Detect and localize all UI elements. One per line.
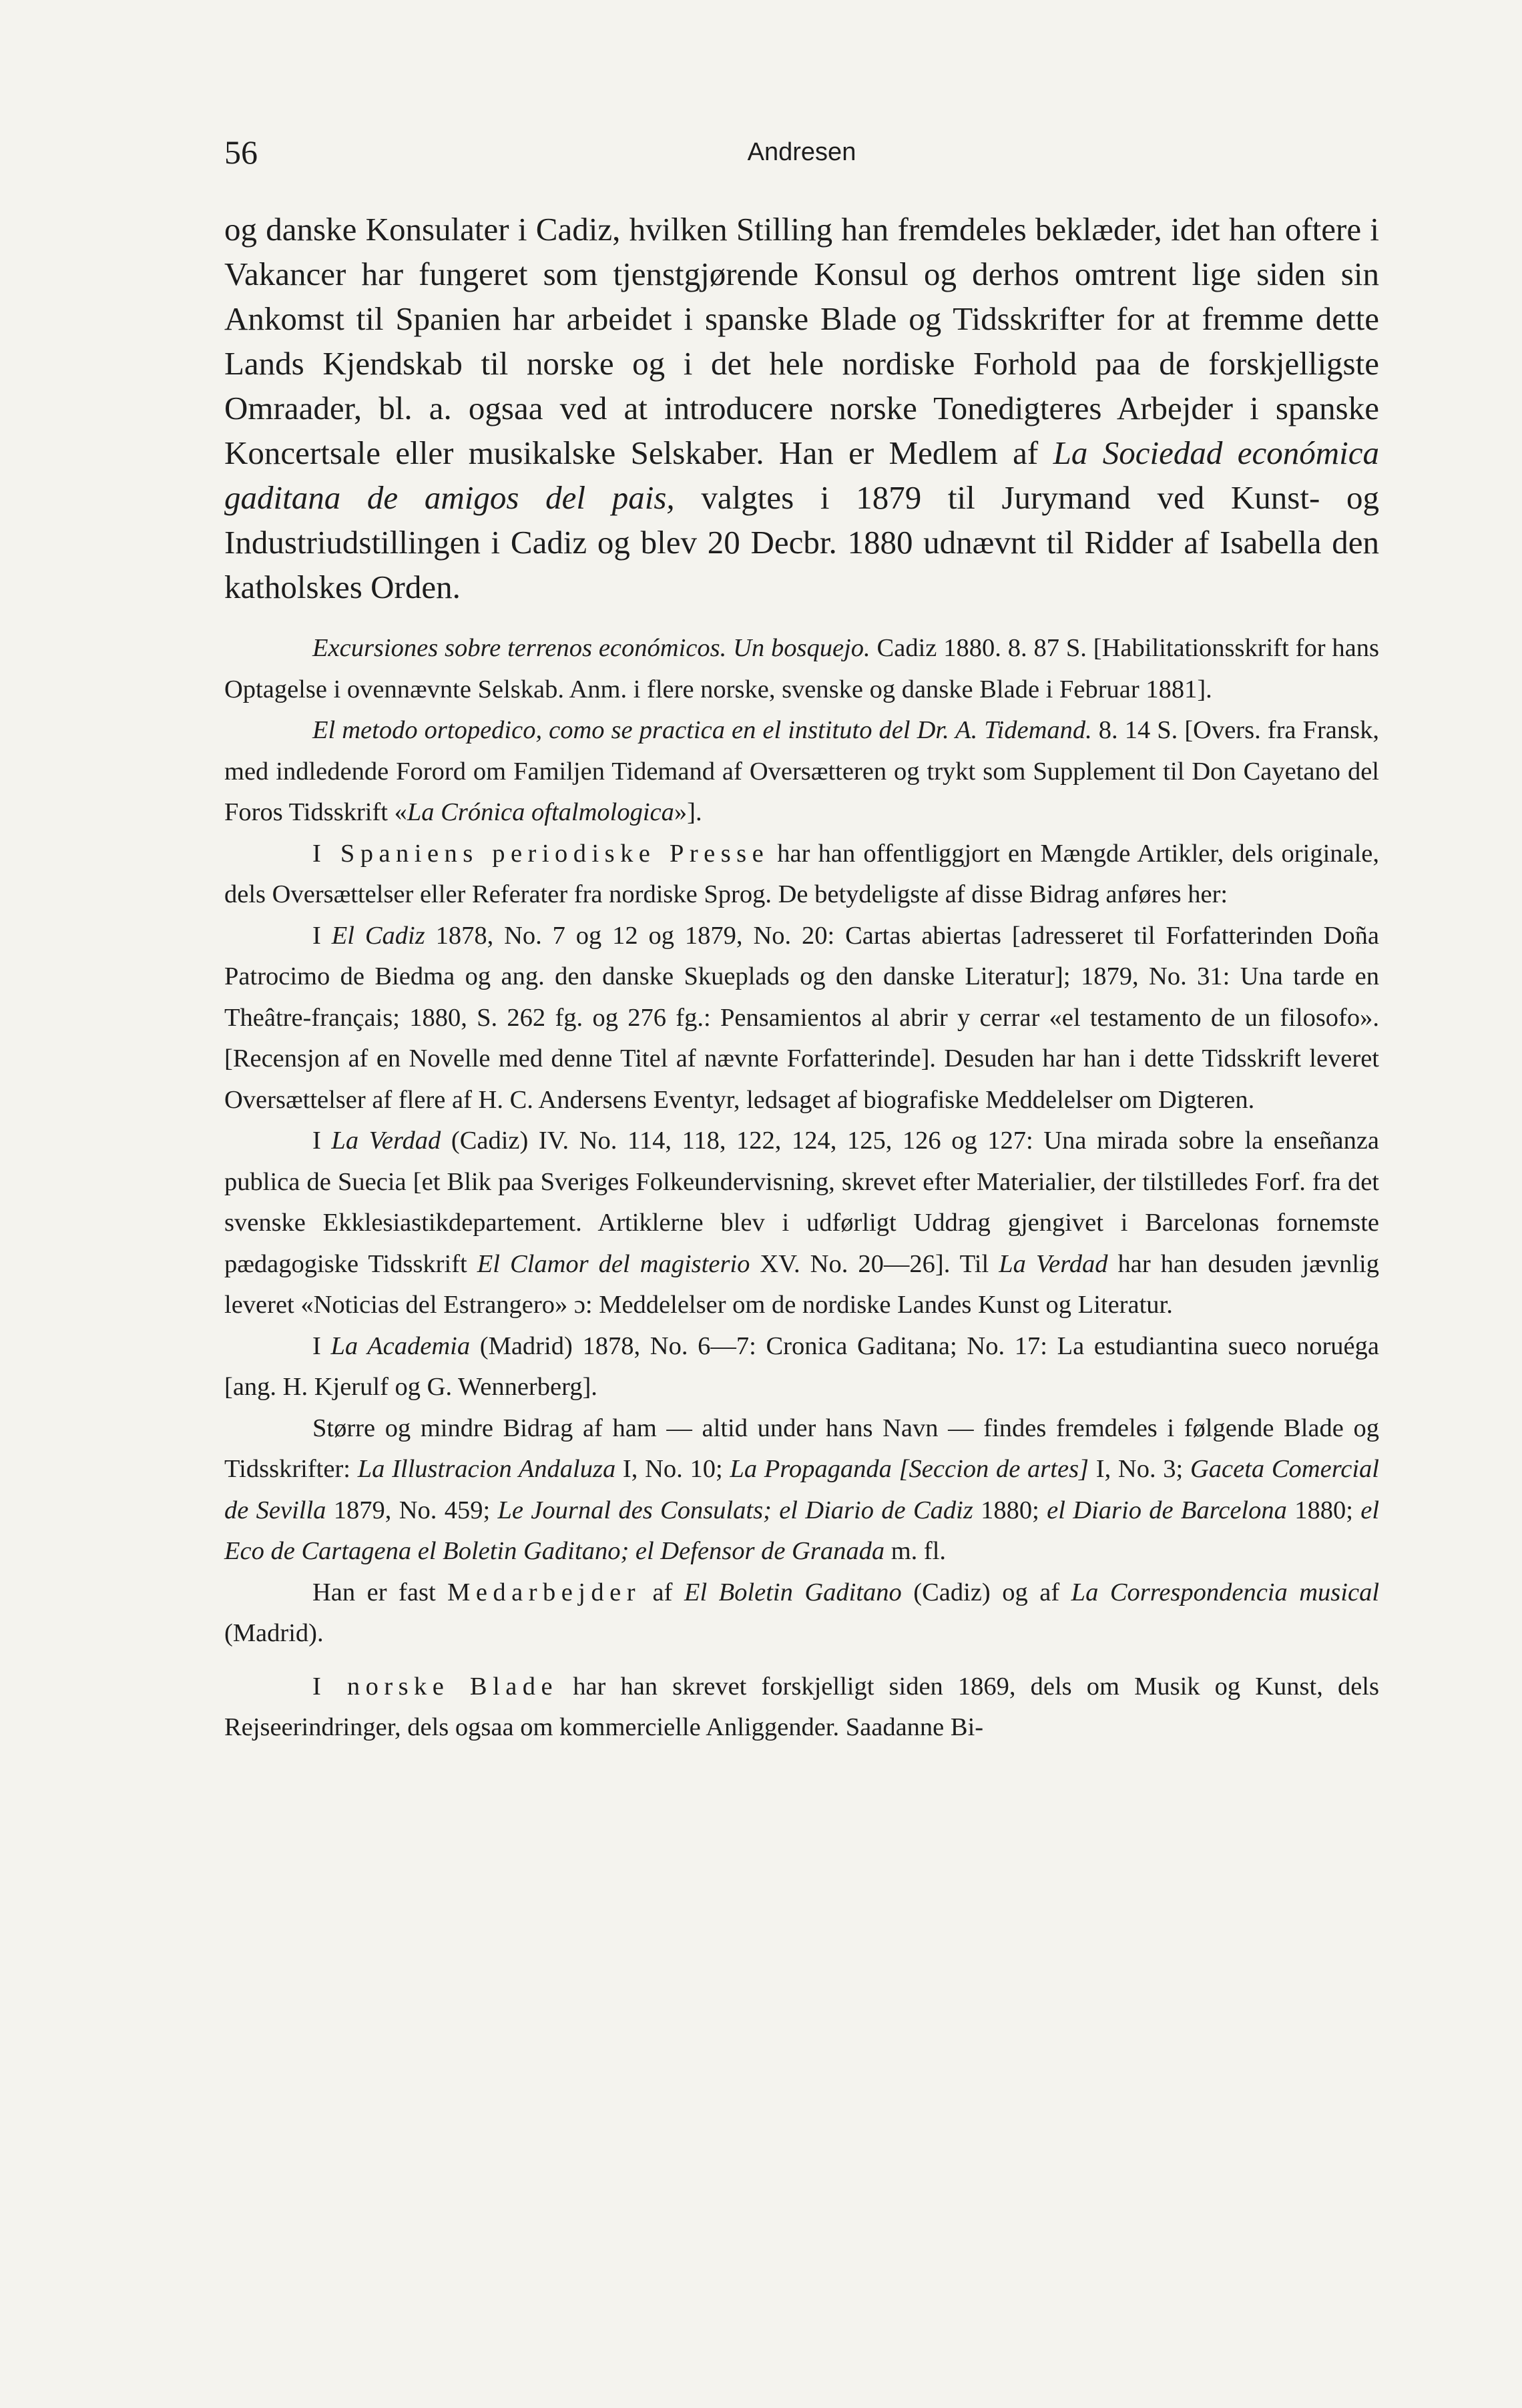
spaced-phrase: Medarbejder <box>447 1578 641 1606</box>
journal-title: El Clamor del magisterio <box>477 1249 750 1278</box>
norwegian-papers-paragraph <box>224 1667 1379 1749</box>
other-contributions <box>224 1408 1379 1572</box>
society-name: La Sociedad económica gaditana de amigos del pais, <box>224 434 1380 516</box>
text-run: har han desuden jævnlig leveret «Noticias del Estrangero» ɔ: Meddelelser om de nordiske Landes Kunst og Literatur. <box>224 1249 1380 1319</box>
text-run: (Cadiz) IV. No. 114, 118, 122, 124, 125, 126 og 127: Una mirada sobre la enseñanza publica de Suecia [et Blik paa Sveriges Folkeundervisning, skrevet efter Materialier, der tilstilledes Forf. fra det svenske Ekklesiastikdepartement. Artiklerne blev i udførligt Uddrag gjengivet i Barcelonas fornemste pædagogiske Tidsskrift <box>224 1127 1379 1278</box>
text-run: 1880; <box>1286 1496 1361 1524</box>
text-run: Han er fast <box>312 1578 448 1606</box>
text-run: XV. No. 20—26]. Til <box>750 1249 999 1278</box>
spaced-phrase: I norske Blade <box>312 1672 559 1701</box>
text-run: I <box>312 1127 332 1155</box>
collaborator-paragraph <box>224 1572 1379 1654</box>
journal-title: La Academia <box>330 1331 471 1360</box>
text-run: (Cadiz) og af <box>901 1578 1071 1606</box>
text-run: og danske Konsulater i Cadiz, hvilken Stilling han fremdeles beklæder, idet han oftere i Vakancer har fungeret som tjenstgjørende Konsul og derhos omtrent lige siden sin Ankomst til Spanien har arbeidet i spanske Blade og Tidsskrifter for at fremme dette Lands Kjendskab til norske og i det hele nordiske Forhold paa de forskjelligste Omraader, bl. a. ogsaa ved at introducere norske Tonedigteres Arbejder i spanske Koncertsale eller musikalske Selskaber. Han er Medlem af <box>224 211 1379 471</box>
text-run: Større og mindre Bidrag af ham — altid under hans Navn — findes fremdeles i følgende Blade og Tidsskrifter: <box>224 1414 1379 1483</box>
text-run: af <box>641 1578 684 1606</box>
spaced-phrase: I Spaniens periodiske Presse <box>312 839 770 868</box>
text-run: 1879, No. 459; <box>326 1496 498 1524</box>
journal-title: el Eco de Cartagena el Boletin Gaditano; el Defensor de Granada <box>224 1496 1380 1565</box>
text-run: I <box>312 921 332 950</box>
spanish-press-intro <box>224 834 1379 916</box>
text-run: (Madrid). <box>224 1619 324 1647</box>
la-verdad-entry <box>224 1121 1379 1326</box>
journal-title: La Illustracion Andaluza <box>357 1455 616 1483</box>
journal-title: La Propaganda [Seccion de artes] <box>730 1455 1089 1483</box>
bibliography-entry <box>224 628 1379 710</box>
text-run: I, No. 10; <box>615 1455 730 1483</box>
text-run: har han offentliggjort en Mængde Artikler, dels originale, dels Oversættelser eller Referater fra nordiske Sprog. De betydeligste af disse Bidrag anføres her: <box>224 839 1380 908</box>
running-head: Andresen <box>747 138 856 166</box>
page-number: 56 <box>224 133 258 171</box>
text-run: har han skrevet forskjelligt siden 1869, dels om Musik og Kunst, dels Rejseerindringer, dels ogsaa om kommercielle Anliggender. Saadanne Bi- <box>224 1672 1379 1741</box>
journal-title: Le Journal des Consulats; el Diario de Cadiz <box>497 1496 973 1524</box>
biography-paragraph <box>224 207 1379 609</box>
text-run: valgtes i 1879 til Jurymand ved Kunst- og Industriudstillingen i Cadiz og blev 20 Decbr. 1880 udnævnt til Ridder af Isabella den katholskes Orden. <box>224 479 1379 605</box>
text-run: I, No. 3; <box>1089 1455 1190 1483</box>
text-run: m. fl. <box>884 1537 947 1565</box>
page-header <box>224 132 1379 172</box>
la-academia-entry <box>224 1326 1379 1408</box>
text-run: (Madrid) 1878, No. 6—7: Cronica Gaditana; No. 17: La estudiantina sueco noruéga [ang. H. Kjerulf og G. Wennerberg]. <box>224 1331 1379 1401</box>
text-run: 1880; <box>973 1496 1047 1524</box>
journal-title: El Boletin Gaditano <box>684 1578 902 1606</box>
text-run: 1878, No. 7 og 12 og 1879, No. 20: Cartas abiertas [adresseret til Forfatterinden Doña Patrocimo de Biedma og ang. den danske Skueplads og den danske Literatur]; 1879, No. 31: Una tarde en Theâtre-français; 1880, S. 262 fg. og 276 fg.: Pensamientos al abrir y cerrar «el testamento de un filosofo». [Recensjon af en Novelle med denne Titel af nævnte Forfatterinde]. Desuden har han i dette Tidsskrift leveret Oversættelser af flere af H. C. Andersens Eventyr, ledsaget af biografiske Meddelelser om Digteren. <box>224 921 1380 1114</box>
journal-title: La Verdad <box>331 1127 441 1155</box>
journal-title: Gaceta Comercial de Sevilla <box>224 1455 1379 1524</box>
text-run: I <box>312 1331 331 1360</box>
journal-title: El Cadiz <box>331 921 425 950</box>
text-run: Cadiz 1880. 8. 87 S. [Habilitationsskrift for hans Optagelse i ovennævnte Selskab. Anm. i flere norske, svenske og danske Blade i Februar 1881]. <box>224 634 1380 703</box>
text-run: »]. <box>674 798 702 826</box>
journal-title: La Correspondencia musical <box>1071 1578 1380 1606</box>
body-text <box>224 207 1379 1749</box>
bibliography-section <box>224 628 1379 1749</box>
text-run: 8. 14 S. [Overs. fra Fransk, med indledende Forord om Familjen Tidemand af Oversætteren og trykt som Supplement til Don Cayetano del Foros Tidsskrift « <box>224 716 1379 826</box>
journal-title: La Verdad <box>999 1249 1108 1278</box>
journal-title: el Diario de Barcelona <box>1047 1496 1287 1524</box>
el-cadiz-entry <box>224 916 1379 1121</box>
bibliography-entry <box>224 710 1379 834</box>
work-title: Excursiones sobre terrenos económicos. Un bosquejo. <box>312 634 870 662</box>
journal-title: La Crónica oftalmologica <box>407 798 674 826</box>
work-title: El metodo ortopedico, como se practica en el instituto del Dr. A. Tidemand. <box>312 716 1092 744</box>
